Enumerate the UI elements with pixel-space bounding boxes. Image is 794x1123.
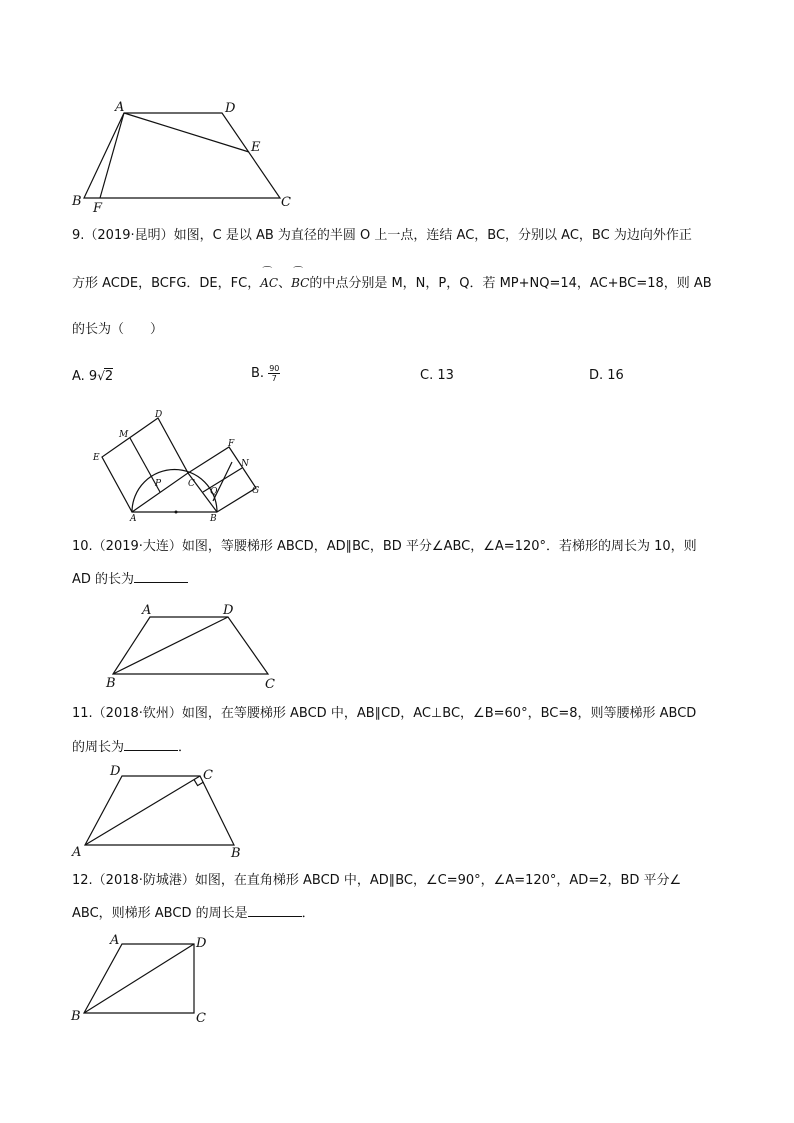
label-d: D: [196, 936, 207, 951]
label-e: E: [251, 140, 261, 155]
label-a: A: [72, 845, 82, 860]
label-e: E: [93, 453, 100, 463]
figure-q12-right-trapezoid: [68, 930, 218, 1025]
label-b: B: [106, 676, 116, 691]
q9-option-a-label: A. 9: [72, 369, 98, 384]
label-a: A: [130, 514, 137, 524]
diagonal-ac: [85, 776, 200, 845]
q12-line2-text: ABC，则梯形 ABCD 的周长是: [72, 906, 248, 921]
label-q: Q: [210, 487, 218, 497]
q9-option-c[interactable]: C. 13: [420, 368, 454, 383]
q9-line1: 9.（2019·昆明）如图，C 是以 AB 为直径的半圆 O 上一点，连结 AC，BC，分别以 AC，BC 为边向外作正: [72, 228, 692, 243]
q11-line2-end: ．: [178, 740, 192, 755]
label-d: D: [155, 410, 163, 420]
trapezoid-abcd: [85, 776, 234, 845]
q9-option-b[interactable]: [251, 364, 280, 383]
trapezoid-abcd: [113, 617, 268, 674]
label-c: C: [203, 768, 213, 783]
label-m: M: [119, 430, 129, 440]
figure-q9-squares-semicircle: [85, 410, 285, 525]
label-d: D: [223, 603, 234, 618]
q9-option-a-radicand: 2: [104, 369, 114, 384]
q9-option-b-label: B.: [251, 366, 265, 381]
diagonal-bd: [84, 944, 194, 1013]
label-c: C: [188, 479, 195, 489]
q9-option-b-fraction: [268, 364, 280, 383]
label-c: C: [265, 677, 275, 692]
fraction-numerator: 90: [269, 364, 280, 373]
label-n: N: [241, 459, 249, 469]
segment-qn: [203, 468, 242, 492]
label-f: F: [93, 201, 103, 216]
label-a: A: [110, 933, 120, 948]
q9-option-a[interactable]: A. 9√2: [72, 369, 114, 384]
figure-q10-trapezoid: [100, 600, 290, 692]
answer-blank[interactable]: [134, 570, 188, 583]
fraction-denominator: 7: [271, 374, 277, 383]
q9-option-d[interactable]: D. 16: [589, 368, 624, 383]
label-a: A: [142, 603, 152, 618]
answer-blank[interactable]: [248, 904, 302, 917]
label-d: D: [225, 101, 236, 116]
square-bcfg: [188, 447, 256, 512]
label-b: B: [72, 194, 82, 209]
arc-separator: 、: [278, 276, 292, 291]
label-b: B: [231, 846, 241, 861]
answer-blank[interactable]: [124, 738, 178, 751]
label-c: C: [196, 1011, 206, 1026]
figure-q11-trapezoid: [70, 762, 260, 860]
q11-line2: [72, 738, 191, 756]
q12-line1: 12.（2018·防城港）如图，在直角梯形 ABCD 中，AD∥BC，∠C=90°，∠A=120°，AD=2，BD 平分∠: [72, 873, 682, 888]
q10-line1: 10.（2019·大连）如图，等腰梯形 ABCD，AD∥BC，BD 平分∠ABC，∠A=120°．若梯形的周长为 10，则: [72, 539, 697, 554]
q9-line2: [72, 275, 712, 292]
q10-line2: [72, 570, 188, 588]
arc-bc: ⌒ BC: [291, 275, 309, 291]
figure-q8-trapezoid: [60, 95, 310, 215]
label-g: G: [252, 486, 260, 496]
q9-line3: 的长为（ ）: [72, 322, 164, 337]
label-f: F: [228, 439, 235, 449]
q11-line2-text: 的周长为: [72, 740, 125, 755]
q10-line2-text: AD 的长为: [72, 572, 135, 587]
arc-ac: ⌒ AC: [260, 275, 278, 291]
label-p: P: [155, 479, 162, 489]
center-o: [175, 511, 178, 514]
q9-line2-post: 的中点分别是 M，N，P，Q．若 MP+NQ=14，AC+BC=18，则 AB: [309, 276, 712, 291]
trapezoid-abcd: [84, 113, 280, 198]
segment-ae: [124, 113, 249, 152]
q12-line2: [72, 904, 315, 922]
q12-line2-end: ．: [301, 906, 315, 921]
label-c: C: [281, 195, 291, 210]
diagonal-bd: [113, 617, 228, 674]
label-b: B: [210, 514, 217, 524]
label-a: A: [115, 100, 125, 115]
label-b: B: [71, 1009, 81, 1024]
q9-line2-pre: 方形 ACDE，BCFG．DE，FC，: [72, 276, 261, 291]
label-d: D: [110, 764, 121, 779]
q11-line1: 11.（2018·钦州）如图，在等腰梯形 ABCD 中，AB∥CD，AC⊥BC，∠B=60°，BC=8，则等腰梯形 ABCD: [72, 706, 697, 721]
